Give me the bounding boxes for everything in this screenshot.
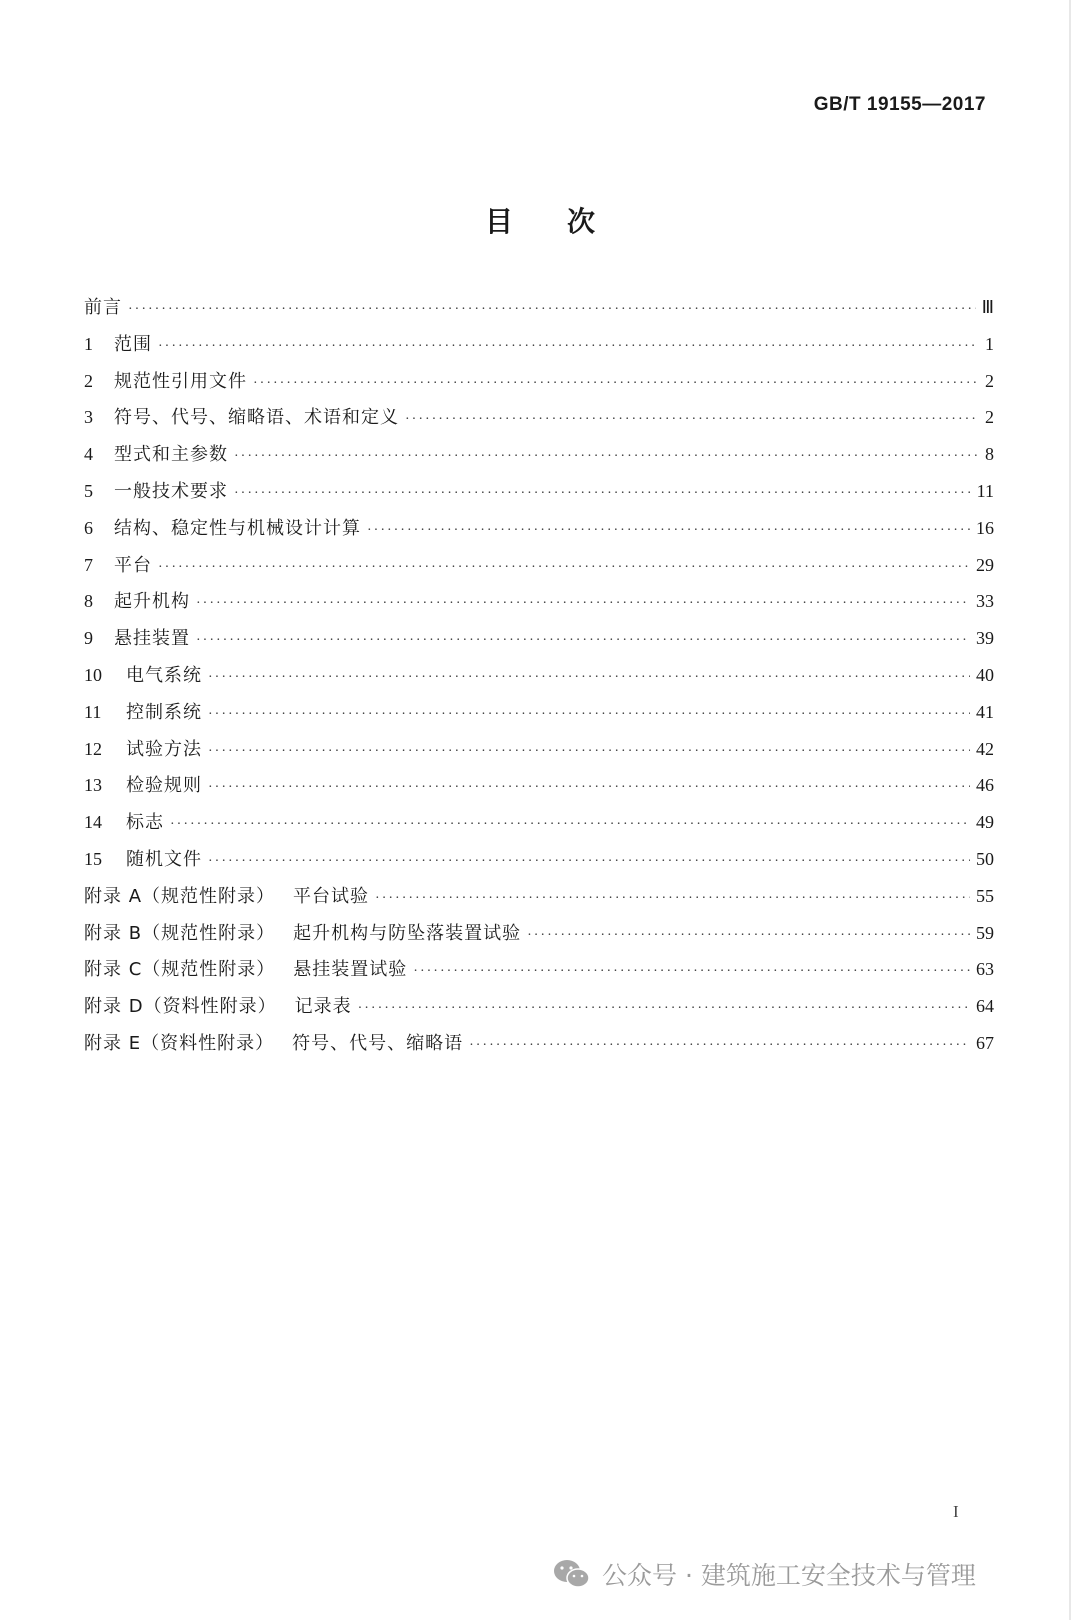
toc-entry[interactable] bbox=[84, 845, 994, 882]
toc-entry[interactable] bbox=[84, 551, 994, 588]
toc-entry-label: 记录表 bbox=[294, 996, 352, 1018]
toc-leader-dots bbox=[367, 523, 970, 539]
toc-entry[interactable] bbox=[84, 587, 994, 624]
toc-entry-label: 平台试验 bbox=[293, 885, 370, 907]
toc-leader-dots bbox=[527, 928, 970, 944]
toc-page-number: 2 bbox=[985, 407, 994, 428]
toc-leader-dots bbox=[234, 486, 971, 502]
toc-leader-dots bbox=[358, 1001, 970, 1017]
toc-entry[interactable] bbox=[84, 771, 994, 808]
toc-entry-label: 符号、代号、缩略语、术语和定义 bbox=[114, 407, 399, 429]
toc-page-number: 41 bbox=[976, 701, 994, 722]
toc-entry-label: 电气系统 bbox=[126, 664, 202, 686]
toc-entry-label: 结构、稳定性与机械设计计算 bbox=[114, 517, 361, 539]
toc-page-number: 39 bbox=[976, 628, 994, 649]
toc-entry[interactable] bbox=[84, 440, 994, 477]
toc-entry-label: 起升机构 bbox=[114, 591, 190, 613]
toc-entry-number: 3 bbox=[84, 407, 93, 428]
toc-entry-label: 规范性引用文件 bbox=[114, 370, 247, 392]
toc-entry-label: 标志 bbox=[126, 812, 164, 834]
toc-page-number: 1 bbox=[985, 333, 994, 354]
toc-page-number: 33 bbox=[976, 591, 994, 612]
toc-leader-dots bbox=[158, 560, 970, 576]
toc-page-number: 67 bbox=[976, 1032, 994, 1053]
toc-leader-dots bbox=[234, 449, 978, 465]
toc-entry[interactable] bbox=[84, 624, 994, 661]
toc-appendix-prefix: 附录 B（规范性附录） bbox=[84, 922, 276, 944]
toc-entry[interactable] bbox=[84, 882, 994, 919]
toc-entry-label: 范围 bbox=[114, 333, 152, 355]
toc-entry-label: 随机文件 bbox=[126, 848, 202, 870]
toc-leader-dots bbox=[469, 1038, 970, 1054]
toc-leader-dots bbox=[170, 817, 970, 833]
toc-entry-number: 14 bbox=[84, 812, 102, 833]
toc-leader-dots bbox=[208, 670, 970, 686]
toc-page-number: 29 bbox=[976, 554, 994, 575]
toc-page-number: 40 bbox=[976, 664, 994, 685]
toc-leader-dots bbox=[128, 302, 976, 318]
toc-page-number: 11 bbox=[976, 480, 994, 501]
toc-entry-label: 悬挂装置试验 bbox=[293, 959, 408, 981]
toc-page-number: 16 bbox=[976, 517, 994, 538]
toc-appendix-prefix: 附录 E（资料性附录） bbox=[84, 1032, 275, 1054]
toc-appendix-prefix: 附录 C（规范性附录） bbox=[84, 959, 276, 981]
toc-entry-label: 试验方法 bbox=[126, 738, 202, 760]
toc-page-number: 46 bbox=[976, 775, 994, 796]
toc-page-number: 2 bbox=[985, 370, 994, 391]
toc-entry-number: 8 bbox=[84, 591, 93, 612]
table-of-contents bbox=[84, 293, 994, 1066]
toc-entry-number: 12 bbox=[84, 738, 102, 759]
toc-entry-number: 6 bbox=[84, 517, 93, 538]
toc-page-number: 8 bbox=[985, 444, 994, 465]
toc-leader-dots bbox=[208, 854, 970, 870]
toc-entry[interactable] bbox=[84, 735, 994, 772]
toc-entry-label: 控制系统 bbox=[126, 701, 202, 723]
standard-code: GB/T 19155—2017 bbox=[813, 94, 986, 115]
toc-entry[interactable] bbox=[84, 808, 994, 845]
toc-page-number: 55 bbox=[976, 885, 994, 906]
toc-leader-dots bbox=[196, 596, 970, 612]
toc-entry-number: 7 bbox=[84, 554, 93, 575]
toc-page-number: 50 bbox=[976, 848, 994, 869]
toc-entry-number: 4 bbox=[84, 444, 93, 465]
toc-page-number: 64 bbox=[976, 996, 994, 1017]
toc-entry-label: 型式和主参数 bbox=[114, 444, 228, 466]
toc-entry[interactable] bbox=[84, 1029, 994, 1066]
toc-entry-number: 13 bbox=[84, 775, 102, 796]
wechat-icon bbox=[552, 1558, 592, 1590]
toc-page-number: 42 bbox=[976, 738, 994, 759]
page-number: I bbox=[953, 1502, 959, 1521]
toc-entry[interactable] bbox=[84, 293, 994, 330]
toc-entry[interactable] bbox=[84, 698, 994, 735]
toc-leader-dots bbox=[405, 412, 978, 428]
toc-leader-dots bbox=[208, 744, 970, 760]
toc-entry[interactable] bbox=[84, 477, 994, 514]
toc-entry-number: 2 bbox=[84, 370, 93, 391]
toc-page-number: 59 bbox=[976, 922, 994, 943]
toc-leader-dots bbox=[196, 633, 970, 649]
toc-entry-number: 5 bbox=[84, 480, 93, 501]
toc-page-number: 49 bbox=[976, 812, 994, 833]
toc-entry-number: 9 bbox=[84, 628, 93, 649]
toc-leader-dots bbox=[413, 964, 970, 980]
toc-entry-label: 起升机构与防坠落装置试验 bbox=[293, 922, 522, 944]
toc-entry-number: 15 bbox=[84, 848, 102, 869]
toc-entry[interactable] bbox=[84, 955, 994, 992]
toc-entry-number: 10 bbox=[84, 664, 102, 685]
watermark bbox=[552, 1556, 976, 1592]
toc-entry-label: 检验规则 bbox=[126, 775, 202, 797]
toc-page-number: 63 bbox=[976, 959, 994, 980]
toc-entry-label: 悬挂装置 bbox=[114, 628, 190, 650]
toc-entry[interactable] bbox=[84, 514, 994, 551]
toc-entry-label: 一般技术要求 bbox=[114, 480, 228, 502]
toc-entry[interactable] bbox=[84, 919, 994, 956]
toc-entry-label: 符号、代号、缩略语 bbox=[292, 1032, 464, 1054]
toc-entry-label: 平台 bbox=[114, 554, 152, 576]
toc-page-number: Ⅲ bbox=[981, 297, 994, 317]
toc-entry[interactable] bbox=[84, 403, 994, 440]
toc-leader-dots bbox=[375, 891, 970, 907]
toc-entry-label: 前言 bbox=[84, 297, 122, 318]
page-edge bbox=[1069, 0, 1071, 1620]
toc-leader-dots bbox=[208, 707, 970, 723]
watermark-text: 公众号 · 建筑施工安全技术与管理 bbox=[602, 1561, 976, 1590]
toc-appendix-prefix: 附录 D（资料性附录） bbox=[84, 996, 277, 1018]
toc-appendix-prefix: 附录 A（规范性附录） bbox=[84, 885, 276, 907]
page-title: 目次 bbox=[484, 205, 649, 238]
toc-entry-number: 1 bbox=[84, 333, 93, 354]
toc-leader-dots bbox=[208, 780, 970, 796]
toc-entry[interactable] bbox=[84, 992, 994, 1029]
toc-entry[interactable] bbox=[84, 661, 994, 698]
toc-entry[interactable] bbox=[84, 367, 994, 404]
toc-entry-number: 11 bbox=[84, 701, 102, 722]
toc-leader-dots bbox=[158, 339, 978, 355]
toc-leader-dots bbox=[253, 376, 978, 392]
toc-entry[interactable] bbox=[84, 330, 994, 367]
